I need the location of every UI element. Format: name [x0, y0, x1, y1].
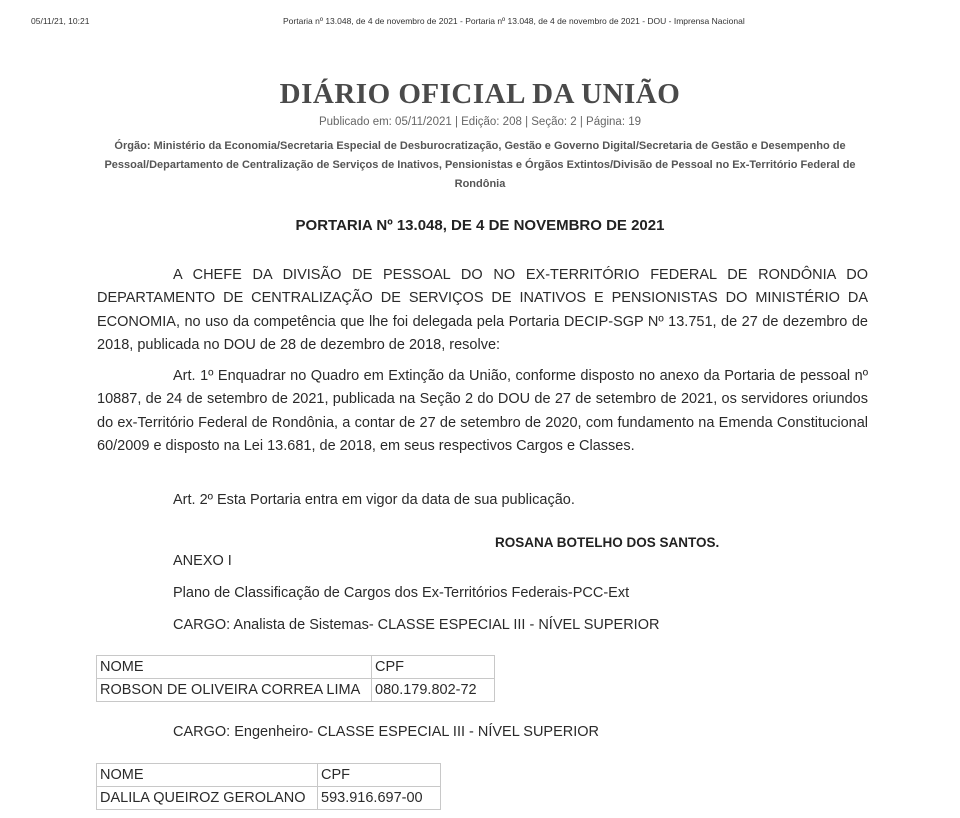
print-header — [0, 16, 960, 30]
cell-nome: ROBSON DE OLIVEIRA CORREA LIMA — [97, 679, 372, 702]
paragraph-text: Art. 2º Esta Portaria entra em vigor da data de sua publicação. — [173, 492, 575, 508]
print-page-title: Portaria nº 13.048, de 4 de novembro de 2021 - Portaria nº 13.048, de 4 de novembro de 2021 - DOU - Imprensa Nacional — [283, 16, 745, 26]
header-nome: NOME — [97, 656, 372, 679]
paragraph-text: A CHEFE DA DIVISÃO DE PESSOAL DO NO EX-TERRITÓRIO FEDERAL DE RONDÔNIA DO DEPARTAMENTO DE CENTRALIZAÇÃO DE SERVIÇOS DE INATIVOS E PENSIONISTAS DO MINISTÉRIO DA ECONOMIA, no uso da competência que lhe foi delegada pela Portaria DECIP-SGP Nº 13.751, de 27 de dezembro de 2018, publicada no DOU de 28 de dezembro de 2018, resolve: — [97, 267, 868, 354]
paragraph-text: Art. 1º Enquadrar no Quadro em Extinção da União, conforme disposto no anexo da Portaria de pessoal nº 10887, de 24 de setembro de 2021, publicada na Seção 2 do DOU de 27 de setembro de 2021, os servidores oriundos do ex-Território Federal de Rondônia, a contar de 27 de setembro de 2020, com fundamento na Emenda Constitucional 60/2009 e disposto na Lei 13.681, de 2018, em seus respectivos Cargos e Classes. — [97, 368, 868, 455]
header-cpf: CPF — [318, 764, 441, 787]
portaria-title: PORTARIA Nº 13.048, DE 4 DE NOVEMBRO DE 2021 — [295, 217, 665, 234]
masthead-title: DIÁRIO OFICIAL DA UNIÃO — [279, 78, 681, 110]
paragraph-preamble — [97, 264, 868, 358]
table-header-row — [97, 656, 495, 679]
publication-info: Publicado em: 05/11/2021 | Edição: 208 | Seção: 2 | Página: 19 — [318, 116, 642, 128]
cargo-heading: CARGO: Engenheiro- CLASSE ESPECIAL III - NÍVEL SUPERIOR — [173, 724, 600, 740]
print-datetime: 05/11/21, 10:21 — [31, 16, 90, 26]
signature-name: ROSANA BOTELHO DOS SANTOS. — [495, 535, 720, 550]
table-row — [97, 787, 441, 810]
paragraph-art-1 — [97, 365, 868, 459]
header-nome: NOME — [97, 764, 318, 787]
header-cpf: CPF — [372, 656, 495, 679]
cell-cpf: 080.179.802-72 — [372, 679, 495, 702]
table-row — [97, 679, 495, 702]
servidores-table — [96, 655, 495, 702]
paragraph-art-2 — [97, 489, 868, 512]
table-header-row — [97, 764, 441, 787]
cell-cpf: 593.916.697-00 — [318, 787, 441, 810]
annex-plan: Plano de Classificação de Cargos dos Ex-Territórios Federais-PCC-Ext — [173, 585, 630, 601]
cargo-heading: CARGO: Analista de Sistemas- CLASSE ESPECIAL III - NÍVEL SUPERIOR — [173, 617, 660, 633]
orgao-text: Órgão: Ministério da Economia/Secretaria Especial de Desburocratização, Gestão e Governo Digital/Secretaria de Gestão e Desempenho de Pessoal/Departamento de Centralização de Serviços de Inativos, Pensionistas e Órgãos Extintos/Divisão de Pessoal no Ex-Território Federal de Rondônia — [104, 140, 856, 190]
annex-title: ANEXO I — [173, 553, 232, 569]
servidores-table — [96, 763, 441, 810]
cell-nome: DALILA QUEIROZ GEROLANO — [97, 787, 318, 810]
